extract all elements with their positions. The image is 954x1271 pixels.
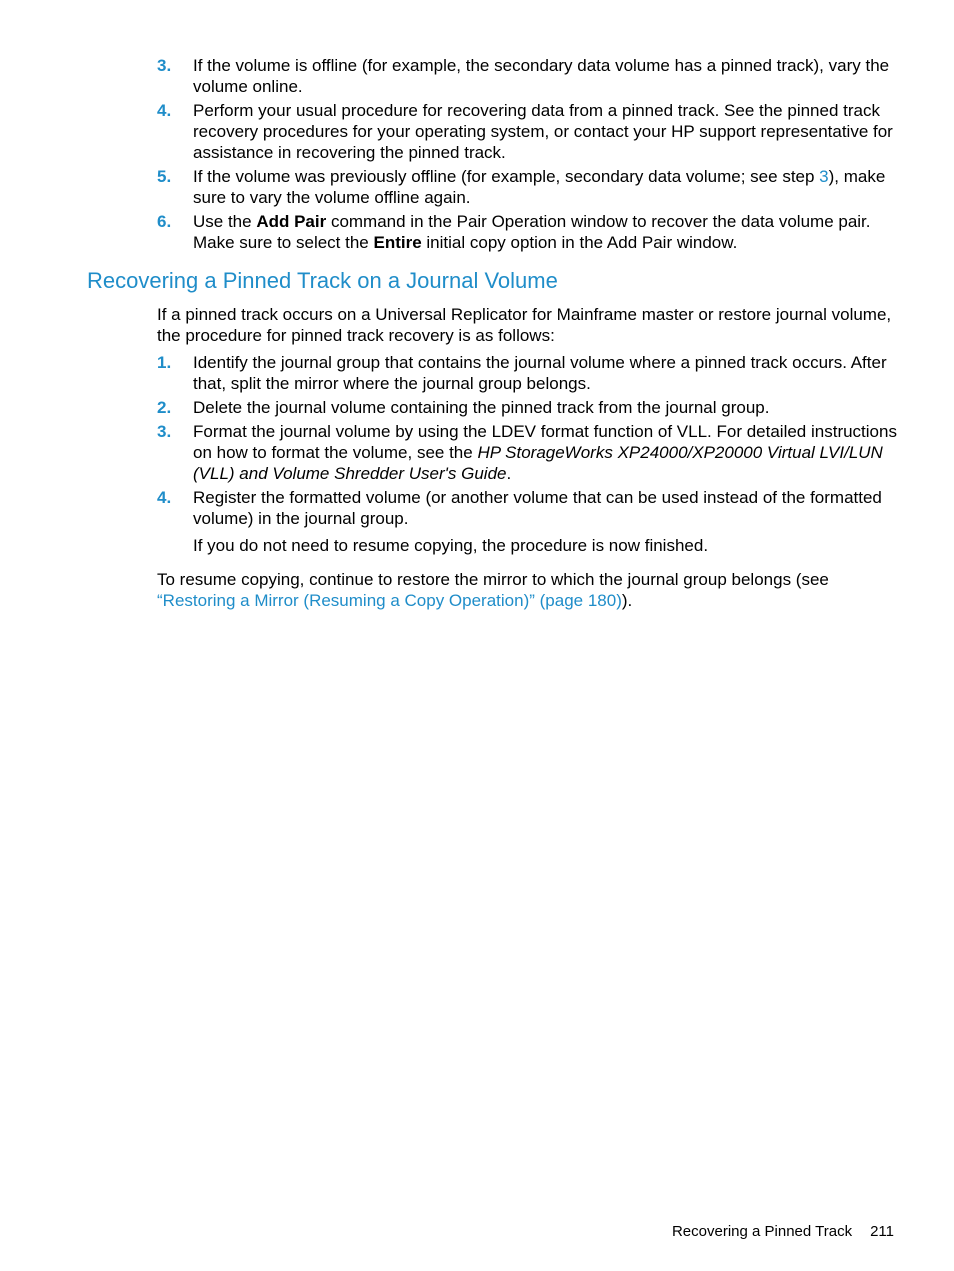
page-number: 211	[870, 1223, 894, 1240]
step-4	[157, 100, 897, 163]
step-number: 3.	[157, 56, 172, 75]
finished-note: If you do not need to resume copying, the procedure is now finished.	[193, 536, 709, 555]
restoring-mirror-link[interactable]: “Restoring a Mirror (Resuming a Copy Operation)” (page 180)	[157, 591, 622, 610]
step-text: Perform your usual procedure for recovering data from a pinned track. See the pinned track recovery procedures for your operating system, or contact your HP support representative for assistance in recovering the pinned track.	[193, 101, 893, 162]
step-text-before: If the volume was previously offline (for example, secondary data volume; see step	[193, 167, 820, 186]
step-text: Register the formatted volume (or another volume that can be used instead of the formatted volume) in the journal group.	[193, 488, 882, 528]
journal-step-3	[157, 421, 897, 484]
step-text-before: Format the journal volume by using the LDEV format function of VLL. For detailed instructions on how to format the volume, see the	[193, 422, 897, 462]
step-text-after: .	[506, 464, 512, 483]
step-number: 1.	[157, 353, 172, 372]
step-text-part: Use the	[193, 212, 257, 231]
journal-step-4	[157, 487, 897, 556]
step-5	[157, 166, 897, 208]
journal-step-2	[157, 397, 897, 418]
resume-text-before: To resume copying, continue to restore the mirror to which the journal group belongs (see	[157, 570, 829, 589]
step-text-part: initial copy option in the Add Pair window.	[421, 233, 738, 252]
recovery-steps-list	[157, 55, 897, 256]
step-3-link[interactable]: 3	[819, 167, 829, 186]
journal-step-1	[157, 352, 897, 394]
step-3	[157, 55, 897, 97]
step-number: 2.	[157, 398, 172, 417]
step-number: 5.	[157, 167, 172, 186]
resume-paragraph	[157, 569, 897, 611]
step-text: Delete the journal volume containing the pinned track from the journal group.	[193, 398, 770, 417]
step-text-part: command in the Pair Operation window to recover the data volume pair. Make sure to select the	[193, 212, 871, 252]
add-pair-term: Add Pair	[256, 212, 327, 231]
resume-text-after: ).	[621, 591, 633, 610]
intro-paragraph: If a pinned track occurs on a Universal Replicator for Mainframe master or restore journal volume, the procedure for pinned track recovery is as follows:	[157, 305, 892, 345]
step-number: 4.	[157, 488, 172, 507]
step-number: 4.	[157, 101, 172, 120]
step-6	[157, 211, 897, 253]
entire-term: Entire	[373, 233, 422, 252]
step-text: Identify the journal group that contains the journal volume where a pinned track occurs. After that, split the mirror where the journal group belongs.	[193, 353, 887, 393]
journal-recovery-steps-list	[157, 352, 897, 559]
footer-title: Recovering a Pinned Track	[671, 1223, 853, 1240]
step-text: If the volume is offline (for example, the secondary data volume has a pinned track), vary the volume online.	[193, 56, 890, 96]
page-footer	[672, 1222, 894, 1242]
step-text-after: ), make sure to vary the volume offline again.	[193, 167, 886, 207]
step-number: 6.	[157, 212, 172, 231]
step-number: 3.	[157, 422, 172, 441]
section-heading: Recovering a Pinned Track on a Journal Volume	[87, 268, 558, 293]
guide-title: HP StorageWorks XP24000/XP20000 Virtual LVI/LUN (VLL) and Volume Shredder User's Guide	[193, 443, 883, 483]
